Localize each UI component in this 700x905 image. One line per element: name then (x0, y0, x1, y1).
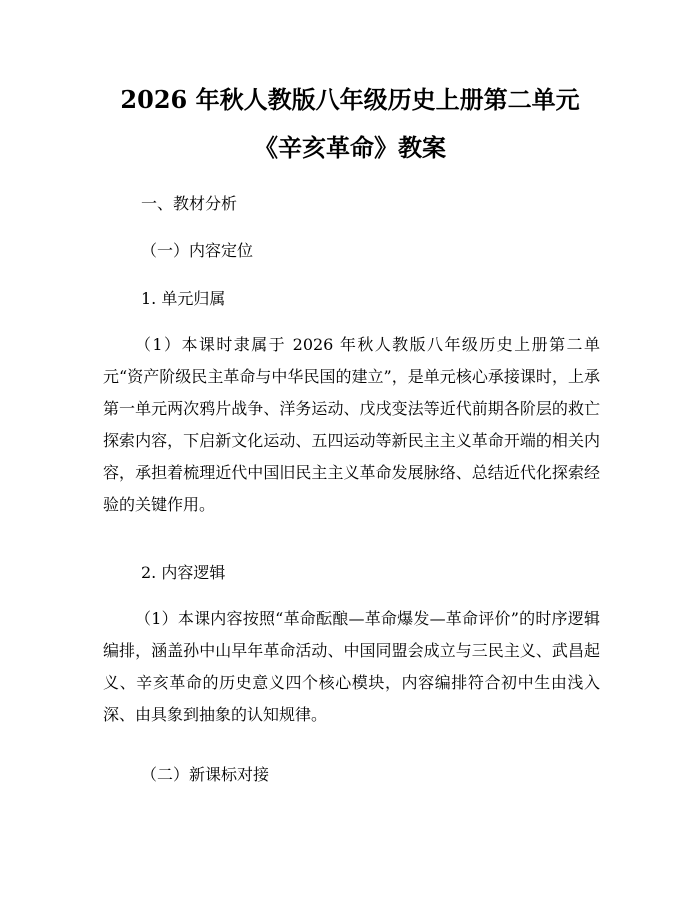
section-heading-textbook-analysis: 一、教材分析 (141, 194, 238, 213)
item-heading-unit-affiliation: 1. 单元归属 (141, 289, 226, 308)
item-heading-content-logic: 2. 内容逻辑 (141, 563, 226, 582)
subsection-heading-curriculum-alignment: （二）新课标对接 (141, 765, 270, 784)
document-title-line-2: 《辛亥革命》教案 (254, 133, 446, 162)
paragraph-unit-affiliation: （1）本课时隶属于 2026 年秋人教版八年级历史上册第二单元“资产阶级民主革命与中华民国的建立”，是单元核心承接课时，上承第一单元两次鸦片战争、洋务运动、戊戌变法等近代前期各阶层的救亡探索内容，下启新文化运动、五四运动等新民主主义革命开端的相关内容，承担着梳理近代中国旧民主主义革命发展脉络、总结近代化探索经验的关键作用。 (103, 335, 600, 514)
subsection-heading-content-positioning: （一）内容定位 (141, 241, 254, 260)
paragraph-content-logic: （1）本课内容按照“革命酝酿—革命爆发—革命评价”的时序逻辑编排，涵盖孙中山早年革命活动、中国同盟会成立与三民主义、武昌起义、辛亥革命的历史意义四个核心模块，内容编排符合初中生由浅入深、由具象到抽象的认知规律。 (103, 609, 600, 724)
document-title-line-1: 2026 年秋人教版八年级历史上册第二单元 (120, 85, 580, 114)
